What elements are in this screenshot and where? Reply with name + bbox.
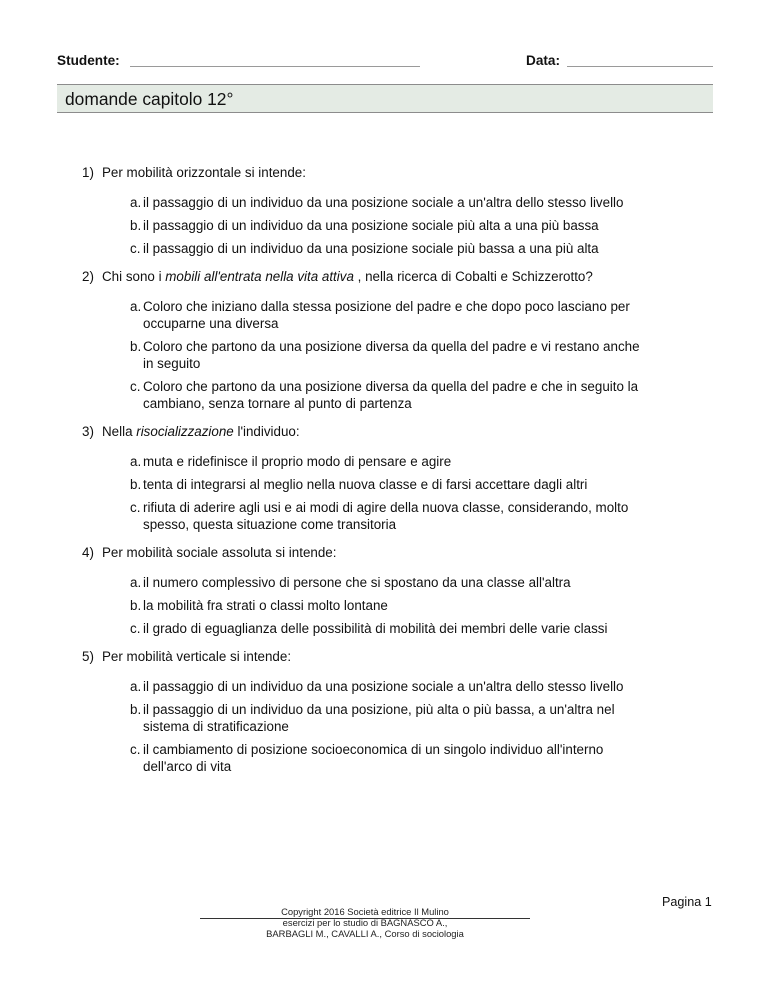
- option-text: rifiuta di aderire agli usi e ai modi di agire della nuova classe, considerando, molto spesso, questa situazione come transitoria: [143, 500, 629, 532]
- question-italic-term: risocializzazione: [136, 424, 234, 439]
- section-header: [57, 84, 713, 113]
- question-text-after: , nella ricerca di Cobalti e Schizzerotto?: [353, 269, 593, 284]
- header: [57, 52, 713, 70]
- answer-option[interactable]: [130, 678, 642, 695]
- answer-options: [82, 298, 642, 412]
- question-text: [82, 648, 642, 665]
- option-text: il passaggio di un individuo da una posizione, più alta o più bassa, a un'altra nel sistema di stratificazione: [143, 702, 615, 734]
- question-text-before: Chi sono i: [102, 269, 166, 284]
- question-number: 3): [82, 424, 94, 439]
- answer-option[interactable]: [130, 453, 642, 470]
- option-letter: b.: [130, 218, 142, 233]
- option-letter: a.: [130, 299, 142, 314]
- answer-options: [82, 678, 642, 775]
- answer-option[interactable]: [130, 620, 642, 637]
- answer-option[interactable]: [130, 741, 642, 775]
- answer-option[interactable]: [130, 338, 642, 372]
- option-letter: b.: [130, 702, 142, 717]
- footer-line-3: BARBAGLI M., CAVALLI A., Corso di sociologia: [266, 928, 464, 939]
- answer-option[interactable]: [130, 597, 642, 614]
- answer-option[interactable]: [130, 217, 642, 234]
- option-text: il passaggio di un individuo da una posizione sociale a un'altra dello stesso livello: [143, 679, 624, 694]
- question-text-before: Per mobilità verticale si intende:: [102, 649, 292, 664]
- option-letter: b.: [130, 339, 142, 354]
- answer-options: [82, 194, 642, 257]
- question-number: 1): [82, 165, 94, 180]
- option-text: la mobilità fra strati o classi molto lontane: [143, 598, 388, 613]
- question-text: [82, 164, 642, 181]
- footer-line-2: esercizi per lo studio di BAGNASCO A.,: [282, 917, 448, 928]
- option-text: tenta di integrarsi al meglio nella nuova classe e di farsi accettare dagli altri: [143, 477, 588, 492]
- option-text: il cambiamento di posizione socioeconomica di un singolo individuo all'interno dell'arco di vita: [143, 742, 604, 774]
- footer-credits: [200, 906, 530, 939]
- question-text-after: l'individuo:: [233, 424, 300, 439]
- question-text-before: Nella: [102, 424, 137, 439]
- page-number: Pagina 1: [662, 895, 712, 909]
- question-text-before: Per mobilità orizzontale si intende:: [102, 165, 306, 180]
- answer-option[interactable]: [130, 574, 642, 591]
- copyright-text: Copyright 2016 Società editrice Il Mulino: [281, 906, 449, 917]
- question-list: [82, 164, 642, 781]
- question-number: 4): [82, 545, 94, 560]
- date-field[interactable]: [567, 66, 713, 67]
- option-letter: b.: [130, 598, 142, 613]
- option-letter: c.: [130, 500, 141, 515]
- option-text: Coloro che partono da una posizione diversa da quella del padre e vi restano anche in seguito: [143, 339, 640, 371]
- answer-options: [82, 453, 642, 533]
- answer-option[interactable]: [130, 476, 642, 493]
- student-field[interactable]: [130, 66, 420, 67]
- option-letter: b.: [130, 477, 142, 492]
- answer-options: [82, 574, 642, 637]
- answer-option[interactable]: [130, 194, 642, 211]
- date-label: Data:: [526, 53, 560, 68]
- answer-option[interactable]: [130, 298, 642, 332]
- option-letter: c.: [130, 742, 141, 757]
- question-text-before: Per mobilità sociale assoluta si intende:: [102, 545, 337, 560]
- option-text: il passaggio di un individuo da una posizione sociale più alta a una più bassa: [143, 218, 599, 233]
- question-3: [82, 423, 642, 533]
- question-text: [82, 268, 642, 285]
- option-letter: a.: [130, 454, 142, 469]
- option-letter: c.: [130, 621, 141, 636]
- option-text: il numero complessivo di persone che si spostano da una classe all'altra: [143, 575, 571, 590]
- section-title: domande capitolo 12°: [65, 89, 234, 109]
- answer-option[interactable]: [130, 701, 642, 735]
- question-number: 5): [82, 649, 94, 664]
- question-italic-term: mobili all'entrata nella vita attiva: [165, 269, 354, 284]
- question-text: [82, 544, 642, 561]
- question-2: [82, 268, 642, 412]
- student-label: Studente:: [57, 53, 120, 68]
- question-1: [82, 164, 642, 257]
- question-number: 2): [82, 269, 94, 284]
- option-letter: a.: [130, 679, 142, 694]
- answer-option[interactable]: [130, 499, 642, 533]
- option-letter: a.: [130, 575, 142, 590]
- option-letter: c.: [130, 241, 141, 256]
- question-4: [82, 544, 642, 637]
- answer-option[interactable]: [130, 240, 642, 257]
- option-letter: a.: [130, 195, 142, 210]
- option-text: il passaggio di un individuo da una posizione sociale più bassa a una più alta: [143, 241, 599, 256]
- option-text: Coloro che iniziano dalla stessa posizione del padre e che dopo poco lasciano per occuparne una diversa: [143, 299, 630, 331]
- option-text: il grado di eguaglianza delle possibilità di mobilità dei membri delle varie classi: [143, 621, 608, 636]
- option-letter: c.: [130, 379, 141, 394]
- option-text: muta e ridefinisce il proprio modo di pensare e agire: [143, 454, 452, 469]
- option-text: Coloro che partono da una posizione diversa da quella del padre e che in seguito la cambiano, senza tornare al punto di partenza: [143, 379, 639, 411]
- question-5: [82, 648, 642, 775]
- option-text: il passaggio di un individuo da una posizione sociale a un'altra dello stesso livello: [143, 195, 624, 210]
- question-text: [82, 423, 642, 440]
- answer-option[interactable]: [130, 378, 642, 412]
